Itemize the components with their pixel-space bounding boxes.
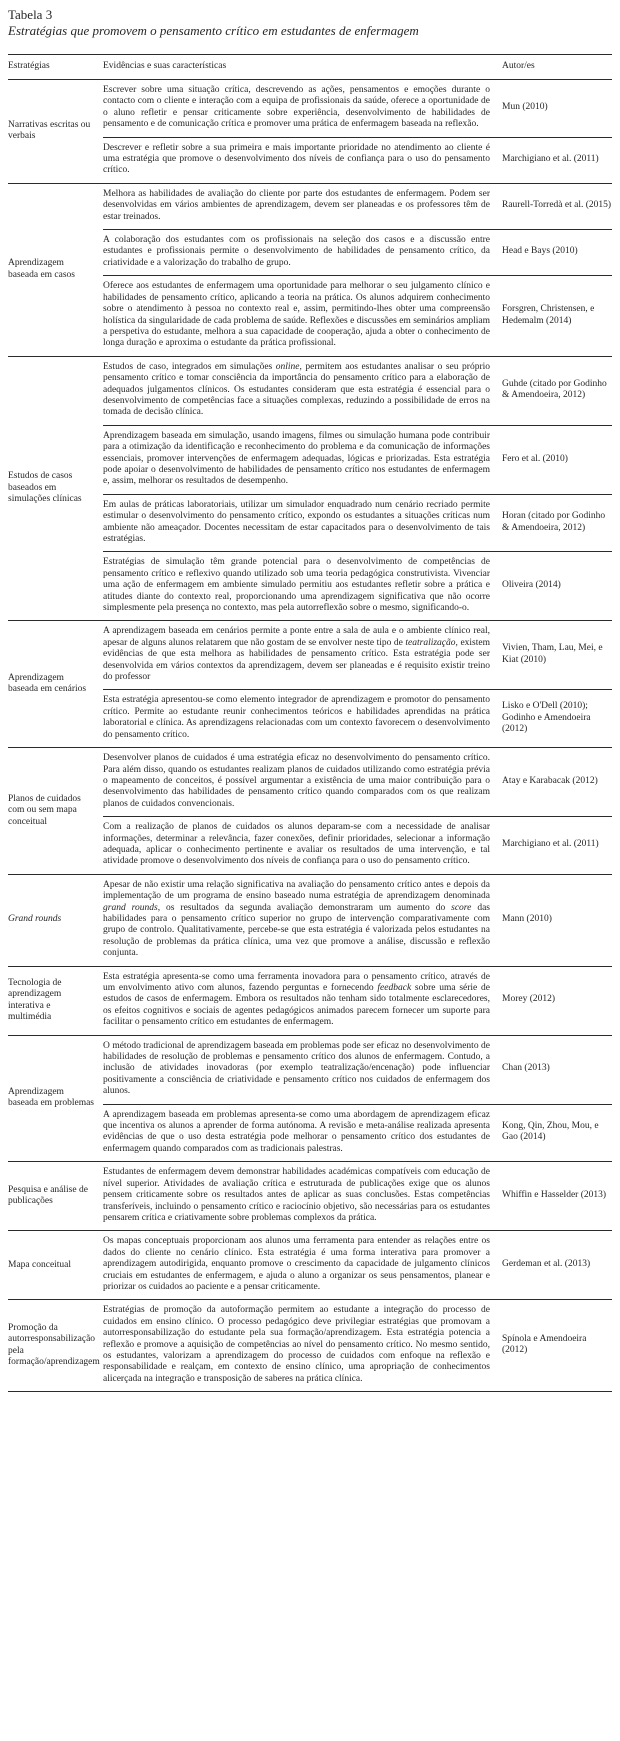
table-row [103, 967, 612, 1035]
strategy-group-pesquisa [8, 1161, 612, 1230]
evidence-cell: Estudos de caso, integrados em simulações online, permitem aos estudantes analisar o seu próprio pensamento crítico e tomar consciência da importância do pensamento crítico para a elaboração de adequados julgamentos clínicos. Os estudantes consideram que esta estratégia é essencial para o desenvolvimento de competências face a situações complexas, reduzindo a possibilidade de erros na tomada de decisão clínica. [103, 361, 490, 418]
author-cell: Lisko e O'Dell (2010); Godinho e Amendoeira (2012) [502, 701, 591, 735]
evidence-cell: Esta estratégia apresentou-se como elemento integrador de aprendizagem e promotor do pensamento crítico. Permite ao estudante reunir conhecimentos teóricos e habilidades aprendidas na prática laboratorial e clínica. As aprendizagens relacionadas com um contexto favorecem o desenvolvimento do pensamento crítico. [103, 695, 490, 740]
table-row [103, 875, 612, 966]
strategy-group-autorresponsabilizacao [8, 1299, 612, 1391]
strategy-group-casos [8, 183, 612, 356]
table-row [103, 425, 612, 494]
evidence-cell: Em aulas de práticas laboratoriais, utilizar um simulador enquadrado num cenário recriado permite estimular o desenvolvimento do pensamento crítico, expondo os estudantes a situações críticas num ambiente não ameaçador. Docentes necessitam de estar capacitados para o desenvolvimento de tais estratégias. [103, 499, 490, 544]
author-cell: Forsgren, Christensen, e Hedemalm (2014) [502, 304, 595, 326]
author-cell: Gerdeman et al. (2013) [502, 1259, 591, 1270]
table-row [103, 1231, 612, 1299]
author-cell: Chan (2013) [502, 1063, 550, 1074]
strategy-group-narrativas [8, 80, 612, 183]
table-row [103, 229, 612, 275]
table-row [103, 621, 612, 689]
strategy-label: Estudos de casos baseados em simulações clínicas [8, 471, 82, 505]
strategy-label: Narrativas escritas ou verbais [8, 119, 91, 142]
author-cell: Marchigiano et al. (2011) [502, 153, 599, 164]
author-cell: Oliveira (2014) [502, 580, 561, 591]
evidence-cell: Estratégias de simulação têm grande potencial para o desenvolvimento de competências de pensamento crítico e reflexivo quando utilizado sob uma teoria pedagógica construtivista. Vivenciar uma ação de enfermagem em ambiente simulado permitiu aos estudantes refletir sobre a prática e atitudes diante do contexto real, proporcionando uma aprendizagem significativa que não ocorre simplesmente pela presença no contexto, mas pela autorreflexão sobre o mesmo, significando-o. [103, 557, 490, 614]
evidence-cell: Aprendizagem baseada em simulação, usando imagens, filmes ou simulação humana pode contribuir para a otimização da identificação e reconhecimento do problema e da comunicação de informações essenciais, promover intervenções de enfermagem adequadas, lógicas e priorizadas. Esta estratégia pode apoiar o desenvolvimento de habilidades de pensamento crítico nos estudantes de enfermagem e, assim, melhorar os resultados de desempenho. [103, 430, 490, 487]
author-cell: Morey (2012) [502, 994, 556, 1005]
strategy-label: Aprendizagem baseada em problemas [8, 1086, 94, 1109]
table-row [103, 1036, 612, 1104]
strategy-group-mapa-conceitual [8, 1230, 612, 1299]
evidence-cell: Estratégias de promoção da autoformação permitem ao estudante a integração do processo de cuidados em ensino clínico. O processo pedagógico deve privilegiar estratégias que promovam a autorresponsabilização do estudante pela sua formação/aprendizagem. Esta estratégia potencia a reflexão e promove a aquisição de competências ao nível do pensamento crítico. No mesmo sentido, os estudantes, valorizam a aprendizagem do processo de cuidados com enfoque na reflexão e responsabilidade e realçam, em contexto de ensino clínico, uma apropriação de conhecimentos alicerçada na integração e transposição de saberes na prática clínica. [103, 1305, 490, 1384]
strategy-label: Mapa conceitual [8, 1259, 72, 1270]
evidence-cell: Esta estratégia apresenta-se como uma ferramenta inovadora para o pensamento crítico, através de um envolvimento ativo com alunos, fazendo perguntas e fornecendo feedback sobre uma série de estudos de casos de enfermagem. Embora os resultados não tenham sido totalmente esclarecedores, os efeitos cognitivos e sociais de agentes pedagógicos animados parecem fornecer um suporte para facilitar o pensamento crítico em estudantes de enfermagem. [103, 971, 490, 1028]
table-row [103, 1300, 612, 1391]
author-cell: Vivien, Tham, Lau, Mei, e Kiat (2010) [502, 643, 603, 665]
evidence-cell: Melhora as habilidades de avaliação do cliente por parte dos estudantes de enfermagem. Podem ser desenvolvidas em vários ambientes de aprendizagem, devem ser planeadas e os professores têm de estar treinados. [103, 188, 490, 222]
table-row [103, 816, 612, 874]
author-cell: Whiffin e Hasselder (2013) [502, 1190, 607, 1201]
evidence-cell: O método tradicional de aprendizagem baseada em problemas pode ser eficaz no desenvolvimento de habilidades de resolução de problemas e pensamento crítico dos alunos de enfermagem. Contudo, a inclusão de atividades inovadoras (por exemplo teatralização/encenação) pode influenciar positivamente a consciência de criatividade e pensamento crítico nos cuidados de enfermagem dos alunos. [103, 1040, 490, 1097]
strategy-group-problemas [8, 1035, 612, 1162]
author-cell: Guhde (citado por Godinho & Amendoeira, 2012) [502, 378, 607, 401]
evidence-cell: Os mapas conceptuais proporcionam aos alunos uma ferramenta para entender as relações entre os dados do cliente no cenário clínico. Esta estratégia é uma forma interativa para promover a aprendizagem autodirigida, enquanto promove o crescimento da capacidade de julgamento clínicos cruciais em estudantes de enfermagem, e ajuda o aluno a organizar os seus pensamentos, planear e priorizar os cuidados ao paciente e a pensar criticamente. [103, 1236, 490, 1292]
table-row [103, 357, 612, 425]
strategy-group-simulacoes [8, 356, 612, 621]
strategies-table [8, 54, 612, 1392]
evidence-cell: Estudantes de enfermagem devem demonstrar habilidades académicas compatíveis com educação de nível superior. Atividades de avaliação crítica e estruturada de publicações exige que os alunos pensem criticamente sobre os resultados antes de aplicar as suas conclusões. Estas competências transferíveis, incluindo o pensamento crítico e raciocínio objetivo, são necessárias para os estudantes pensarem crítica e criativamente sobre problemas complexos da prática. [103, 1167, 490, 1223]
table-row [103, 80, 612, 137]
table-label: Tabela 3 [8, 7, 53, 22]
evidence-cell: Oferece aos estudantes de enfermagem uma oportunidade para melhorar o seu julgamento clínico e habilidades de pensamento crítico, aplicando a teoria na prática. Os alunos adquirem conhecimento sobre o atendimento à pessoa no contexto real e, assim, permitindo-lhes obter uma compreensão holística da singularidade de cada problema de saúde. Reflexões e discussões em seminários ampliam a perspetiva do estudante, melhora a sua capacidade de cooperação, ajuda a obter o conhecimento de longa duração e aproxima o estudante da prática profissional. [103, 281, 490, 349]
col-header-autores: Autor/es [502, 61, 535, 71]
table-row [103, 275, 612, 355]
author-cell: Kong, Qin, Zhou, Mou, e Gao (2014) [502, 1120, 599, 1143]
author-cell: Spínola e Amendoeira (2012) [502, 1333, 587, 1356]
table-row [103, 137, 612, 183]
evidence-cell: A aprendizagem baseada em problemas apresenta-se como uma abordagem de aprendizagem eficaz que incentiva os alunos a aprender de forma autónoma. A revisão e meta-análise realizada apresenta evidências de que o uso desta estratégia pode melhorar o pensamento crítico dos estudantes de enfermagem quando comparados com as tradicionais palestras. [103, 1109, 490, 1154]
strategy-label: Aprendizagem baseada em cenários [8, 672, 87, 695]
strategy-group-grand-rounds [8, 874, 612, 966]
author-cell: Head e Bays (2010) [502, 246, 578, 257]
author-cell: Mun (2010) [502, 102, 548, 113]
evidence-cell: Com a realização de planos de cuidados os alunos deparam-se com a necessidade de analisar informações, determinar a relevância, fazer conexões, definir prioridades, selecionar a informação adequada, aplicar o conhecimento pertinente e avaliar os resultados de uma intervenção, e tal atividade promove o desenvolvimento dos níveis de confiança para o uso do pensamento crítico. [103, 822, 490, 867]
evidence-cell: Escrever sobre uma situação crítica, descrevendo as ações, pensamentos e emoções durante o contacto com o cliente e interação com a equipa de profissionais da saúde, oferece a oportunidade de o aluno refletir e pensar criticamente sobre experiência, desenvolvimento de habilidades de pensamento e de comunicação crítica e promover uma prática de enfermagem baseada na reflexão. [103, 85, 490, 130]
evidence-cell: Apesar de não existir uma relação significativa na avaliação do pensamento crítico antes e depois da implementação de um programa de ensino baseado numa estratégia de aprendizagem denominada grand rounds, os resultados da segunda avaliação demonstraram um aumento do score das habilidades para o pensamento crítico superior no grupo de intervenção comparativamente com grupo de controlo. Qualitativamente, percebe-se que esta estratégia é valorizada pelos estudantes na resolução de problemas da prática clínica, uma vez que promove a análise, discussão e reflexão conjunta. [103, 879, 490, 959]
strategy-label: Pesquisa e análise de publicações [8, 1184, 88, 1207]
author-cell: Raurell-Torredà et al. (2015) [502, 200, 612, 211]
strategy-group-tecnologia [8, 966, 612, 1035]
author-cell: Atay e Karabacak (2012) [502, 775, 598, 786]
author-cell: Horan (citado por Godinho & Amendoeira, 2012) [502, 511, 606, 533]
author-cell: Fero et al. (2010) [502, 453, 568, 464]
evidence-cell: A aprendizagem baseada em cenários permite a ponte entre a sala de aula e o ambiente clínico real, apesar de alguns alunos relatarem que não gostam de se envolver neste tipo de teatralização, existem evidências de que esta melhora as habilidades de pensamento crítico. Esta estratégia pode ser desenvolvida em vários contextos da aprendizagem, devem ser planeadas e é requisito existir treino do professor [103, 626, 490, 683]
table-row [103, 1162, 612, 1230]
evidence-cell: A colaboração dos estudantes com os profissionais na seleção dos casos e a discussão entre estudantes e profissionais permite o desenvolvimento de habilidades de pensamento crítico, da criatividade e a valorização do trabalho de grupo. [103, 235, 490, 268]
table-row [103, 689, 612, 747]
table-row [103, 184, 612, 229]
col-header-evidencias: Evidências e suas características [103, 61, 227, 71]
evidence-cell: Descrever e refletir sobre a sua primeira e mais importante prioridade no atendimento ao cliente é uma estratégia que promove o desenvolvimento dos níveis de confiança para o uso do pensamento crítico. [103, 142, 490, 176]
table-row [103, 494, 612, 552]
strategy-label: Grand rounds [8, 914, 62, 925]
strategy-label: Promoção da autorresponsabilização pela formação/aprendizagem [8, 1322, 100, 1368]
author-cell: Marchigiano et al. (2011) [502, 839, 599, 850]
strategy-group-cenarios [8, 620, 612, 747]
table-header-row [8, 55, 612, 80]
strategy-label: Aprendizagem baseada em casos [8, 258, 75, 280]
col-header-estrategias: Estratégias [8, 61, 50, 71]
table-caption: Estratégias que promovem o pensamento crítico em estudantes de enfermagem [8, 23, 419, 38]
author-cell: Mann (2010) [502, 913, 552, 924]
strategy-group-planos-cuidados [8, 747, 612, 874]
table-row [103, 1104, 612, 1162]
strategy-label: Tecnologia de aprendizagem interativa e multimédia [8, 977, 62, 1023]
strategy-label: Planos de cuidados com ou sem mapa conceitual [8, 793, 81, 827]
table-row [103, 748, 612, 816]
evidence-cell: Desenvolver planos de cuidados é uma estratégia eficaz no desenvolvimento do pensamento crítico. Para além disso, quando os estudantes realizam planos de cuidados utilizando como estratégia prévia o mapeamento de conceitos, é possível argumentar a existência de uma maior contribuição para o desenvolvimento das habilidades de pensamento crítico quando comparados com os que realizam planos de cuidados convencionais. [103, 753, 490, 809]
table-row [103, 551, 612, 620]
